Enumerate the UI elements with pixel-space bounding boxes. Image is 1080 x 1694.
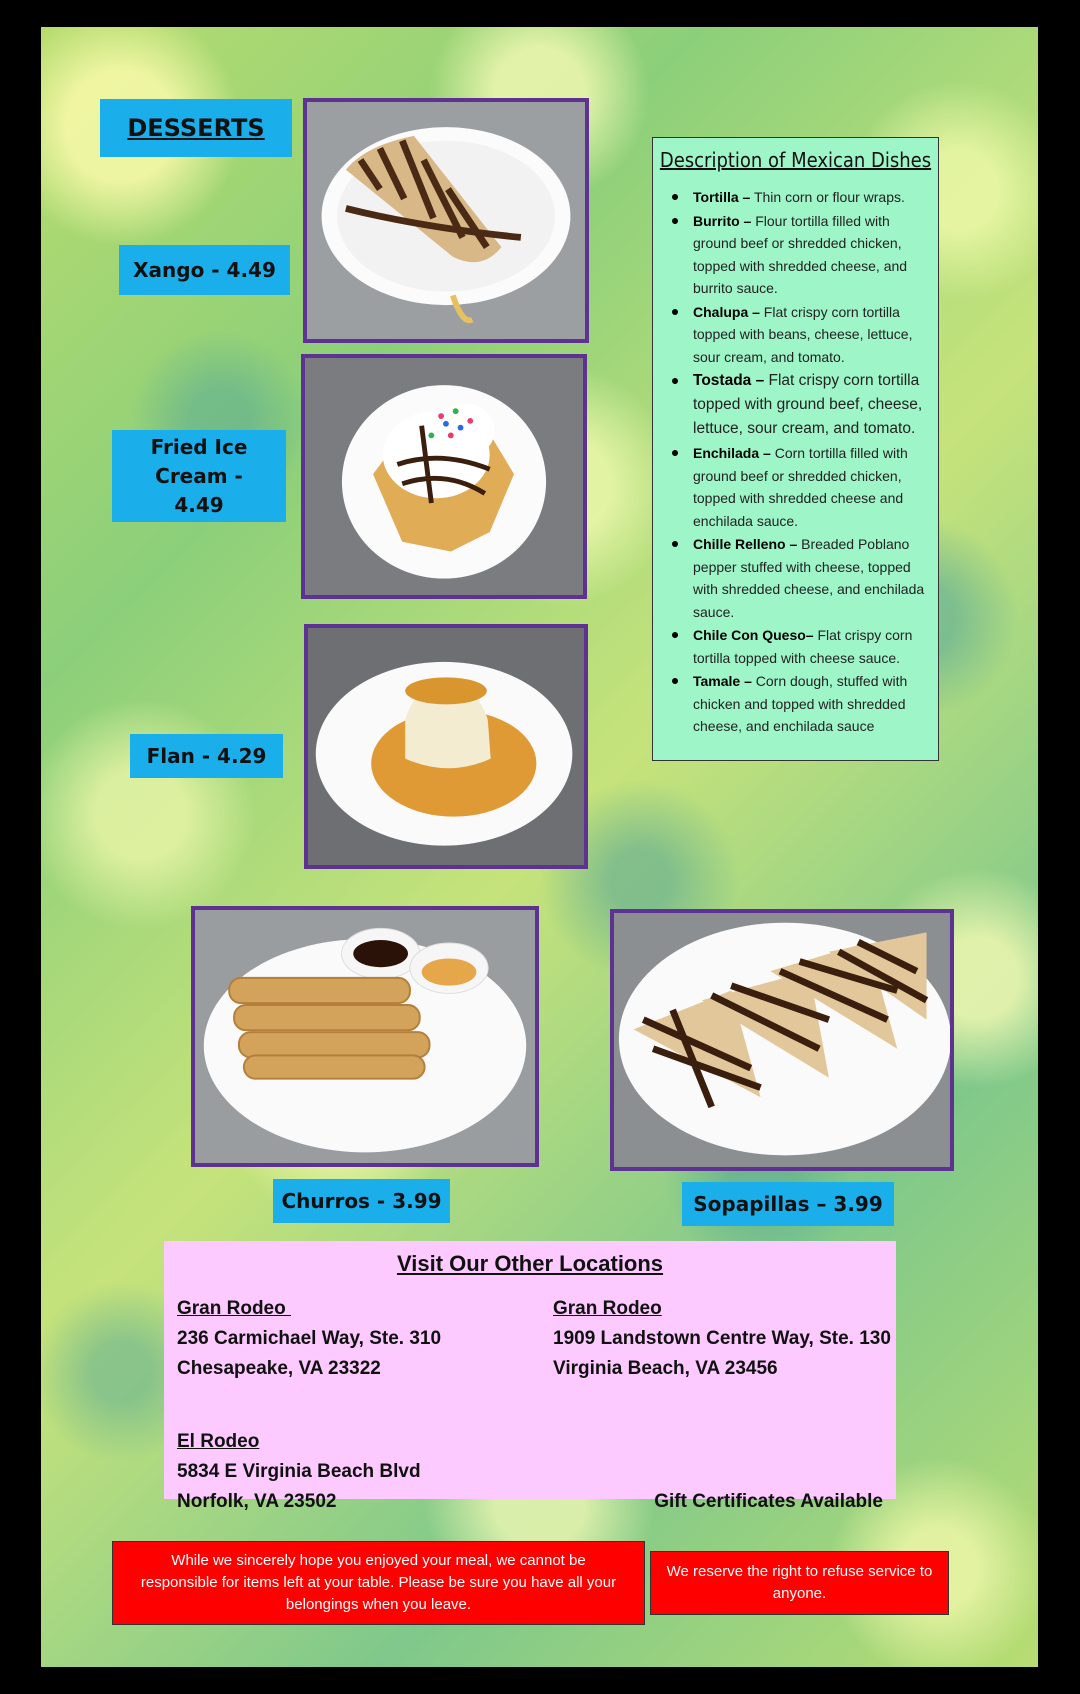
churros-label bbox=[273, 1179, 450, 1223]
list-item bbox=[667, 533, 929, 623]
location-gran-rodeo-chesapeake bbox=[177, 1294, 441, 1384]
fried-ice-cream-label bbox=[112, 430, 286, 522]
location-name: El Rodeo bbox=[177, 1431, 260, 1452]
locations-title: Visit Our Other Locations bbox=[396, 1251, 664, 1276]
desserts-title-text: DESSERTS bbox=[127, 113, 265, 142]
dish-description: Flat crispy corn tortilla topped with ground beef, cheese, lettuce, sour cream, and tomato. bbox=[693, 372, 923, 437]
sopapillas-label-text: Sopapillas – 3.99 bbox=[693, 1191, 883, 1216]
location-city: Virginia Beach, VA 23456 bbox=[553, 1358, 778, 1379]
sopapillas-label bbox=[682, 1182, 894, 1226]
dish-term: Chile Con Queso– bbox=[693, 627, 814, 643]
list-item bbox=[667, 301, 929, 369]
location-city: Chesapeake, VA 23322 bbox=[177, 1358, 381, 1379]
dish-term: Chalupa – bbox=[693, 303, 760, 320]
dish-term: Burrito – bbox=[693, 212, 752, 229]
refuse-service-notice-text: We reserve the right to refuse service to anyone. bbox=[666, 1563, 933, 1602]
dish-description: Flat crispy corn tortilla topped with cheese sauce. bbox=[693, 627, 913, 666]
list-item bbox=[667, 670, 929, 738]
location-address: 5834 E Virginia Beach Blvd bbox=[177, 1461, 421, 1482]
sopapillas-photo bbox=[610, 909, 954, 1171]
dish-description: Thin corn or flour wraps. bbox=[750, 189, 905, 205]
dish-term: Chille Relleno – bbox=[693, 536, 798, 552]
flan-label-text: Flan - 4.29 bbox=[146, 743, 267, 768]
flan-photo bbox=[304, 624, 588, 869]
location-name: Gran Rodeo bbox=[553, 1298, 662, 1319]
flan-label bbox=[130, 734, 283, 778]
churros-label-text: Churros - 3.99 bbox=[281, 1188, 442, 1213]
gift-certificates-note: Gift Certificates Available bbox=[654, 1491, 883, 1512]
location-name: Gran Rodeo bbox=[177, 1298, 292, 1319]
dish-term: Tamale – bbox=[693, 673, 752, 689]
description-list bbox=[667, 186, 929, 739]
fried-ice-cream-photo bbox=[301, 354, 587, 599]
menu-page bbox=[41, 27, 1038, 1667]
dish-description: Flour tortilla filled with ground beef or shredded chicken, topped with shredded cheese, and burrito sauce. bbox=[693, 212, 908, 296]
belongings-notice-text: While we sincerely hope you enjoyed your meal, we cannot be responsible for items left at your table. Please be sure you have all your belongings when you leave. bbox=[140, 1552, 617, 1613]
list-item bbox=[667, 210, 929, 300]
dish-description: Breaded Poblano pepper stuffed with cheese, topped with shredded cheese, and enchilada sauce. bbox=[693, 536, 925, 620]
dish-description: Corn dough, stuffed with chicken and topped with shredded cheese, and enchilada sauce bbox=[693, 673, 908, 734]
fried-ice-cream-label-text: Fried Ice Cream - 4.49 bbox=[150, 434, 248, 517]
refuse-service-notice bbox=[650, 1551, 949, 1615]
list-item bbox=[667, 369, 929, 441]
dish-term: Tortilla – bbox=[693, 189, 751, 205]
dish-term: Tostada – bbox=[693, 372, 765, 389]
description-panel bbox=[652, 137, 939, 761]
belongings-notice bbox=[112, 1541, 645, 1625]
dish-description: Flat crispy corn tortilla topped with beans, cheese, lettuce, sour cream, and tomato. bbox=[693, 303, 913, 365]
xango-label-text: Xango - 4.49 bbox=[133, 257, 276, 282]
xango-dessert-photo bbox=[303, 98, 589, 343]
location-city: Norfolk, VA 23502 bbox=[177, 1491, 337, 1512]
location-gran-rodeo-virginia-beach bbox=[553, 1294, 891, 1384]
dish-description: Corn tortilla filled with ground beef or shredded chicken, topped with shredded cheese and enchilada sauce. bbox=[693, 445, 908, 529]
location-address: 236 Carmichael Way, Ste. 310 bbox=[177, 1328, 442, 1349]
dish-term: Enchilada – bbox=[693, 445, 771, 461]
list-item bbox=[667, 624, 929, 669]
description-title: Description of Mexican Dishes bbox=[659, 148, 932, 172]
xango-label bbox=[119, 245, 290, 295]
locations-panel bbox=[164, 1241, 896, 1512]
location-address: 1909 Landstown Centre Way, Ste. 130 bbox=[553, 1328, 891, 1349]
desserts-title bbox=[100, 99, 292, 157]
list-item bbox=[667, 186, 929, 209]
churros-photo bbox=[191, 906, 539, 1167]
location-el-rodeo-norfolk bbox=[177, 1427, 421, 1517]
list-item bbox=[667, 442, 929, 532]
